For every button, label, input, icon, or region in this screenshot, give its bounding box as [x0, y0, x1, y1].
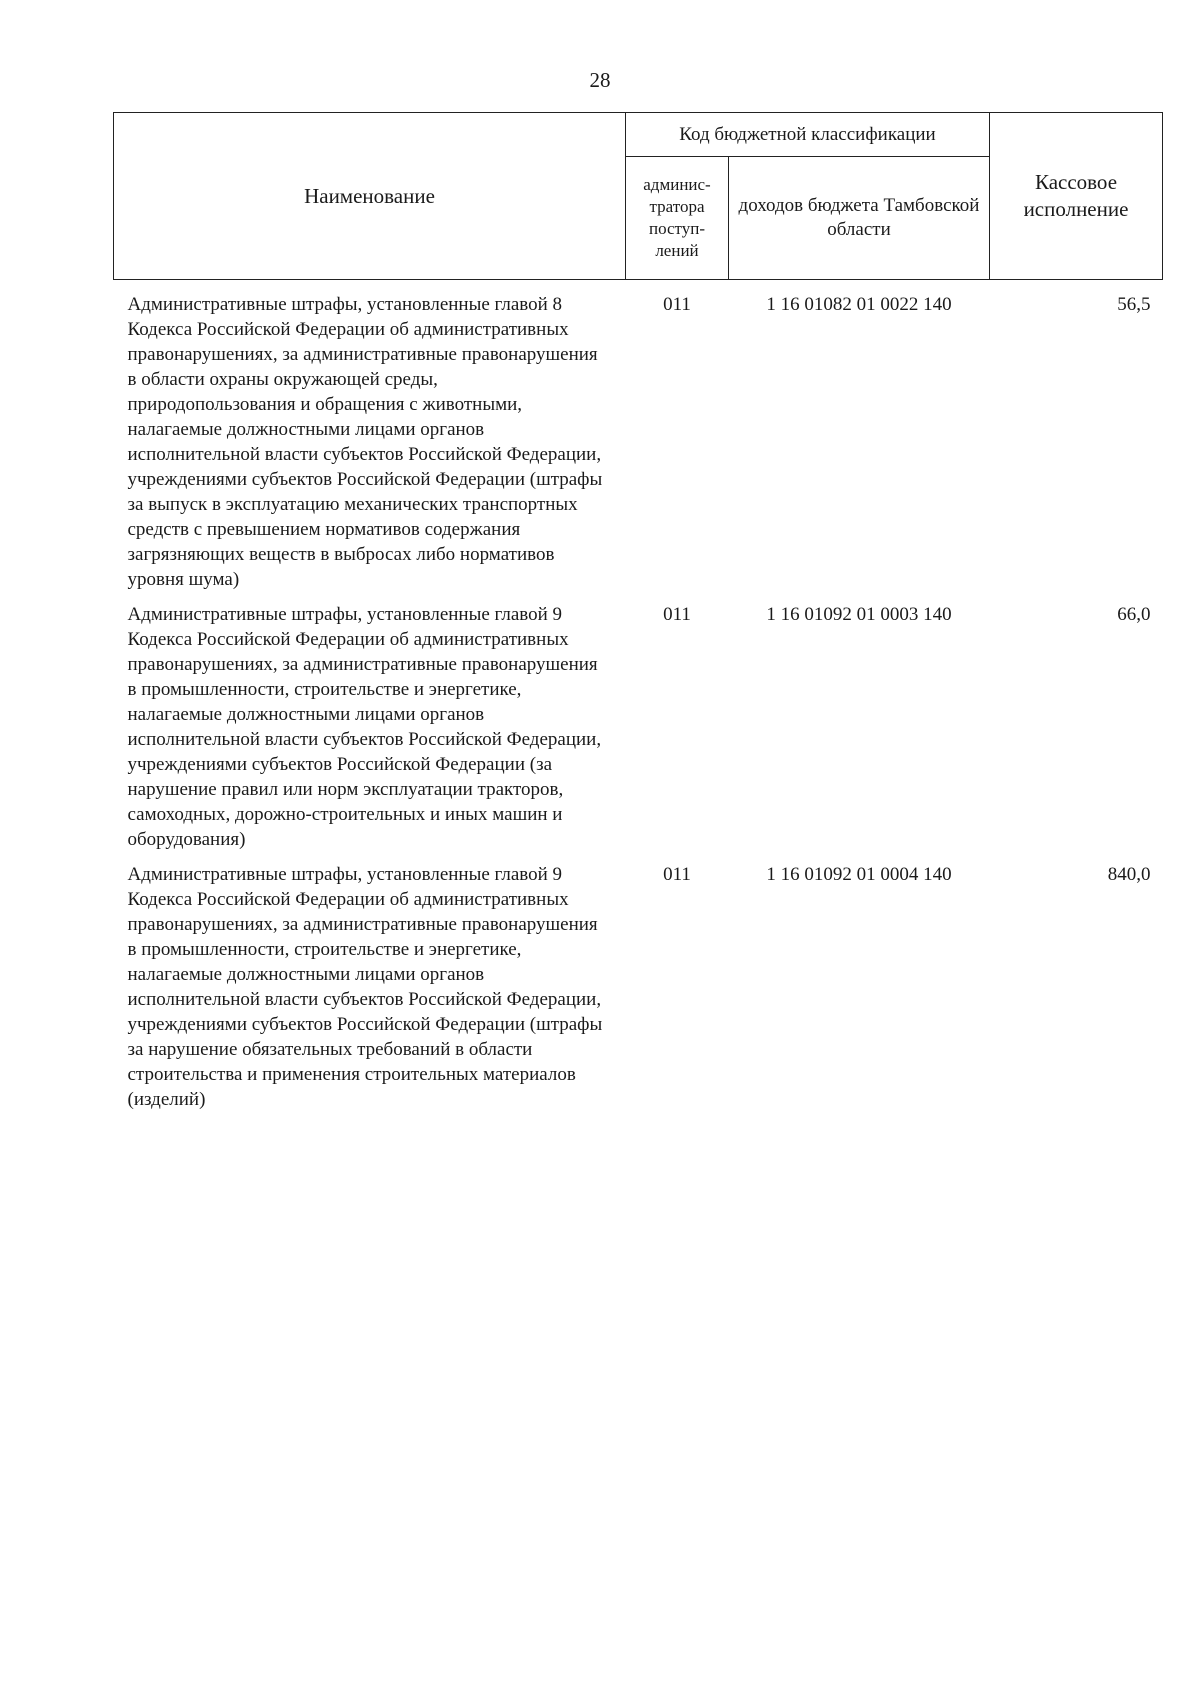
row-revenue-code: 1 16 01092 01 0003 140 — [766, 604, 952, 625]
row-admin-code: 011 — [663, 864, 691, 885]
header-code-group: Код бюджетной классификации — [626, 113, 990, 157]
row-amount: 840,0 — [1107, 864, 1151, 885]
table-row — [114, 280, 1163, 599]
table-row — [114, 598, 1163, 858]
header-execution: Кассовое исполнение — [990, 113, 1163, 280]
row-name: Административные штрафы, установленные главой 9 Кодекса Российской Федерации об административных правонарушениях, за административные правонарушения в промышленности, строительстве и энергетике, налагаемые должностными лицами органов исполнительной власти субъектов Российской Федерации, учреждениями субъектов Российской Федерации (за нарушение правил или норм эксплуатации тракторов, самоходных, дорожно-строительных и иных машин и оборудования) — [127, 604, 602, 850]
row-revenue-code: 1 16 01082 01 0022 140 — [766, 294, 952, 315]
header-revenue-code: доходов бюджета Тамбовской области — [729, 157, 990, 280]
row-amount: 56,5 — [1117, 294, 1151, 315]
row-name: Административные штрафы, установленные главой 9 Кодекса Российской Федерации об административных правонарушениях, за административные правонарушения в промышленности, строительстве и энергетике, налагаемые должностными лицами органов исполнительной власти субъектов Российской Федерации, учреждениями субъектов Российской Федерации (штрафы за нарушение обязательных требований в области строительства и применения строительных материалов (изделий) — [127, 864, 603, 1110]
table-row — [114, 858, 1163, 1118]
row-amount: 66,0 — [1117, 604, 1151, 625]
header-name: Наименование — [114, 113, 626, 280]
row-name: Административные штрафы, установленные главой 8 Кодекса Российской Федерации об административных правонарушениях, за административные правонарушения в области охраны окружающей среды, природопользования и обращения с животными, налагаемые должностными лицами органов исполнительной власти субъектов Российской Федерации, учреждениями субъектов Российской Федерации (штрафы за выпуск в эксплуатацию механических транспортных средств с превышением нормативов содержания загрязняющих веществ в выбросах либо нормативов уровня шума) — [127, 294, 603, 590]
page-number: 28 — [589, 68, 611, 92]
row-admin-code: 011 — [663, 604, 691, 625]
row-revenue-code: 1 16 01092 01 0004 140 — [766, 864, 952, 885]
budget-revenue-table — [113, 112, 1163, 1118]
row-admin-code: 011 — [663, 294, 691, 315]
header-admin-code: админис-тратора поступ-лений — [626, 157, 729, 280]
